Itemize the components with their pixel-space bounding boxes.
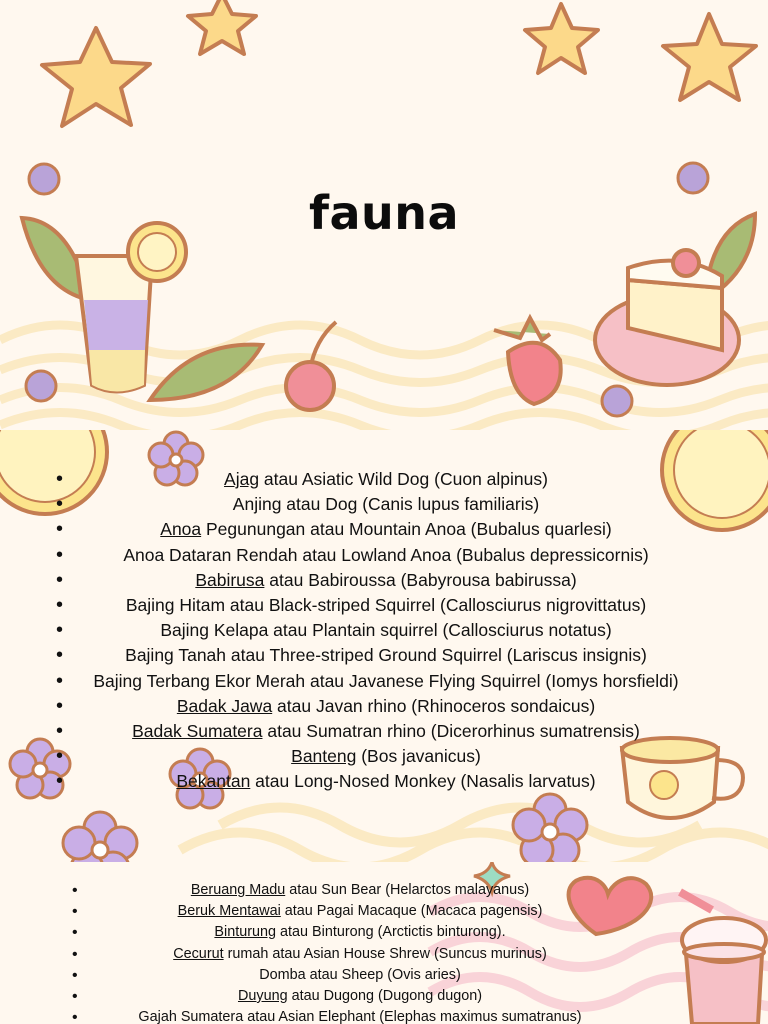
wiki-link[interactable]: Badak Jawa (176, 695, 273, 716)
wiki-link[interactable]: Anoa (160, 519, 202, 540)
list-item-text: atau Sumatran rhino (Dicerorhinus sumatrensis) (262, 720, 640, 741)
list-item (56, 593, 716, 618)
list-item-text: rumah atau Asian House Shrew (Suncus murinus) (223, 945, 547, 962)
star-icon (525, 4, 598, 73)
star-icon (42, 28, 150, 126)
wiki-link[interactable]: Ajag (224, 469, 260, 489)
list-item-text: atau Sun Bear (Helarctos malayanus) (285, 882, 530, 898)
list-item (56, 769, 716, 794)
blueberry-icon (602, 386, 632, 416)
list-item (56, 492, 716, 517)
list-item-text: Bajing Kelapa atau Plantain squirrel (Callosciurus notatus) (160, 620, 612, 641)
fauna-list (70, 880, 650, 1024)
wiki-link[interactable]: Beruang Madu (190, 882, 286, 898)
list-item (56, 467, 716, 492)
list-item-text: atau Babiroussa (Babyrousa babirussa) (264, 569, 577, 590)
list-item-text: Gajah Sumatera atau Asian Elephant (Elephas maximus sumatranus) (138, 1009, 582, 1024)
list-item-text: atau Dugong (Dugong dugon) (287, 987, 483, 1004)
wiki-link[interactable]: Banteng (291, 746, 357, 767)
list-item (56, 568, 716, 593)
fauna-list (56, 467, 716, 794)
list-item (70, 965, 650, 986)
star-icon (663, 14, 756, 100)
list-item-text: Domba atau Sheep (Ovis aries) (259, 966, 461, 983)
list-item-text: Anoa Dataran Rendah atau Lowland Anoa (Bubalus depressicornis) (123, 544, 649, 565)
wiki-link[interactable]: Beruk Mentawai (177, 903, 281, 920)
flower-icon (63, 812, 137, 862)
list-item (56, 719, 716, 744)
list-item (70, 880, 650, 901)
list-item-text: Pegunungan atau Mountain Anoa (Bubalus quarlesi) (201, 519, 612, 540)
list-item-text: atau Javan rhino (Rhinoceros sondaicus) (272, 695, 596, 716)
slide-fauna-list-2 (0, 862, 768, 1024)
list-item (70, 986, 650, 1007)
wiki-link[interactable]: Cecurut (173, 945, 224, 962)
list-item-text: atau Long-Nosed Monkey (Nasalis larvatus) (250, 771, 596, 792)
cherry-icon (286, 322, 336, 410)
list-item (56, 618, 716, 643)
list-item (56, 669, 716, 694)
wiki-link[interactable]: Bekantan (176, 771, 251, 792)
list-item (56, 543, 716, 568)
list-item-text: atau Binturong (Arctictis binturong). (276, 924, 506, 941)
list-item (70, 922, 650, 943)
list-item (56, 694, 716, 719)
list-item-text: Bajing Tanah atau Three-striped Ground Squirrel (Lariscus insignis) (125, 645, 647, 666)
list-item-text: Bajing Terbang Ekor Merah atau Javanese Flying Squirrel (Iomys horsfieldi) (93, 670, 679, 691)
list-item (56, 517, 716, 542)
list-item (56, 643, 716, 668)
list-item-text: Bajing Hitam atau Black-striped Squirrel (Callosciurus nigrovittatus) (125, 594, 647, 615)
star-icon (188, 0, 256, 54)
list-item-text: Anjing atau Dog (Canis lupus familiaris) (232, 494, 540, 515)
list-item (56, 744, 716, 769)
page-title: fauna (308, 186, 460, 240)
slide-title (0, 0, 768, 430)
list-item-text: atau Asiatic Wild Dog (Cuon alpinus) (259, 469, 548, 489)
list-item-text: atau Pagai Macaque (Macaca pagensis) (280, 903, 543, 920)
slide-fauna-list-1 (0, 430, 768, 862)
list-item (70, 944, 650, 965)
wiki-link[interactable]: Duyung (237, 987, 288, 1004)
list-item (70, 1007, 650, 1024)
wiki-link[interactable]: Badak Sumatera (132, 720, 263, 741)
blueberry-icon (26, 371, 56, 401)
lemonade-glass-icon (76, 223, 186, 392)
list-item-text: (Bos javanicus) (356, 746, 481, 767)
wiki-link[interactable]: Babirusa (195, 569, 265, 590)
list-item (70, 901, 650, 922)
wiki-link[interactable]: Binturung (214, 924, 277, 941)
